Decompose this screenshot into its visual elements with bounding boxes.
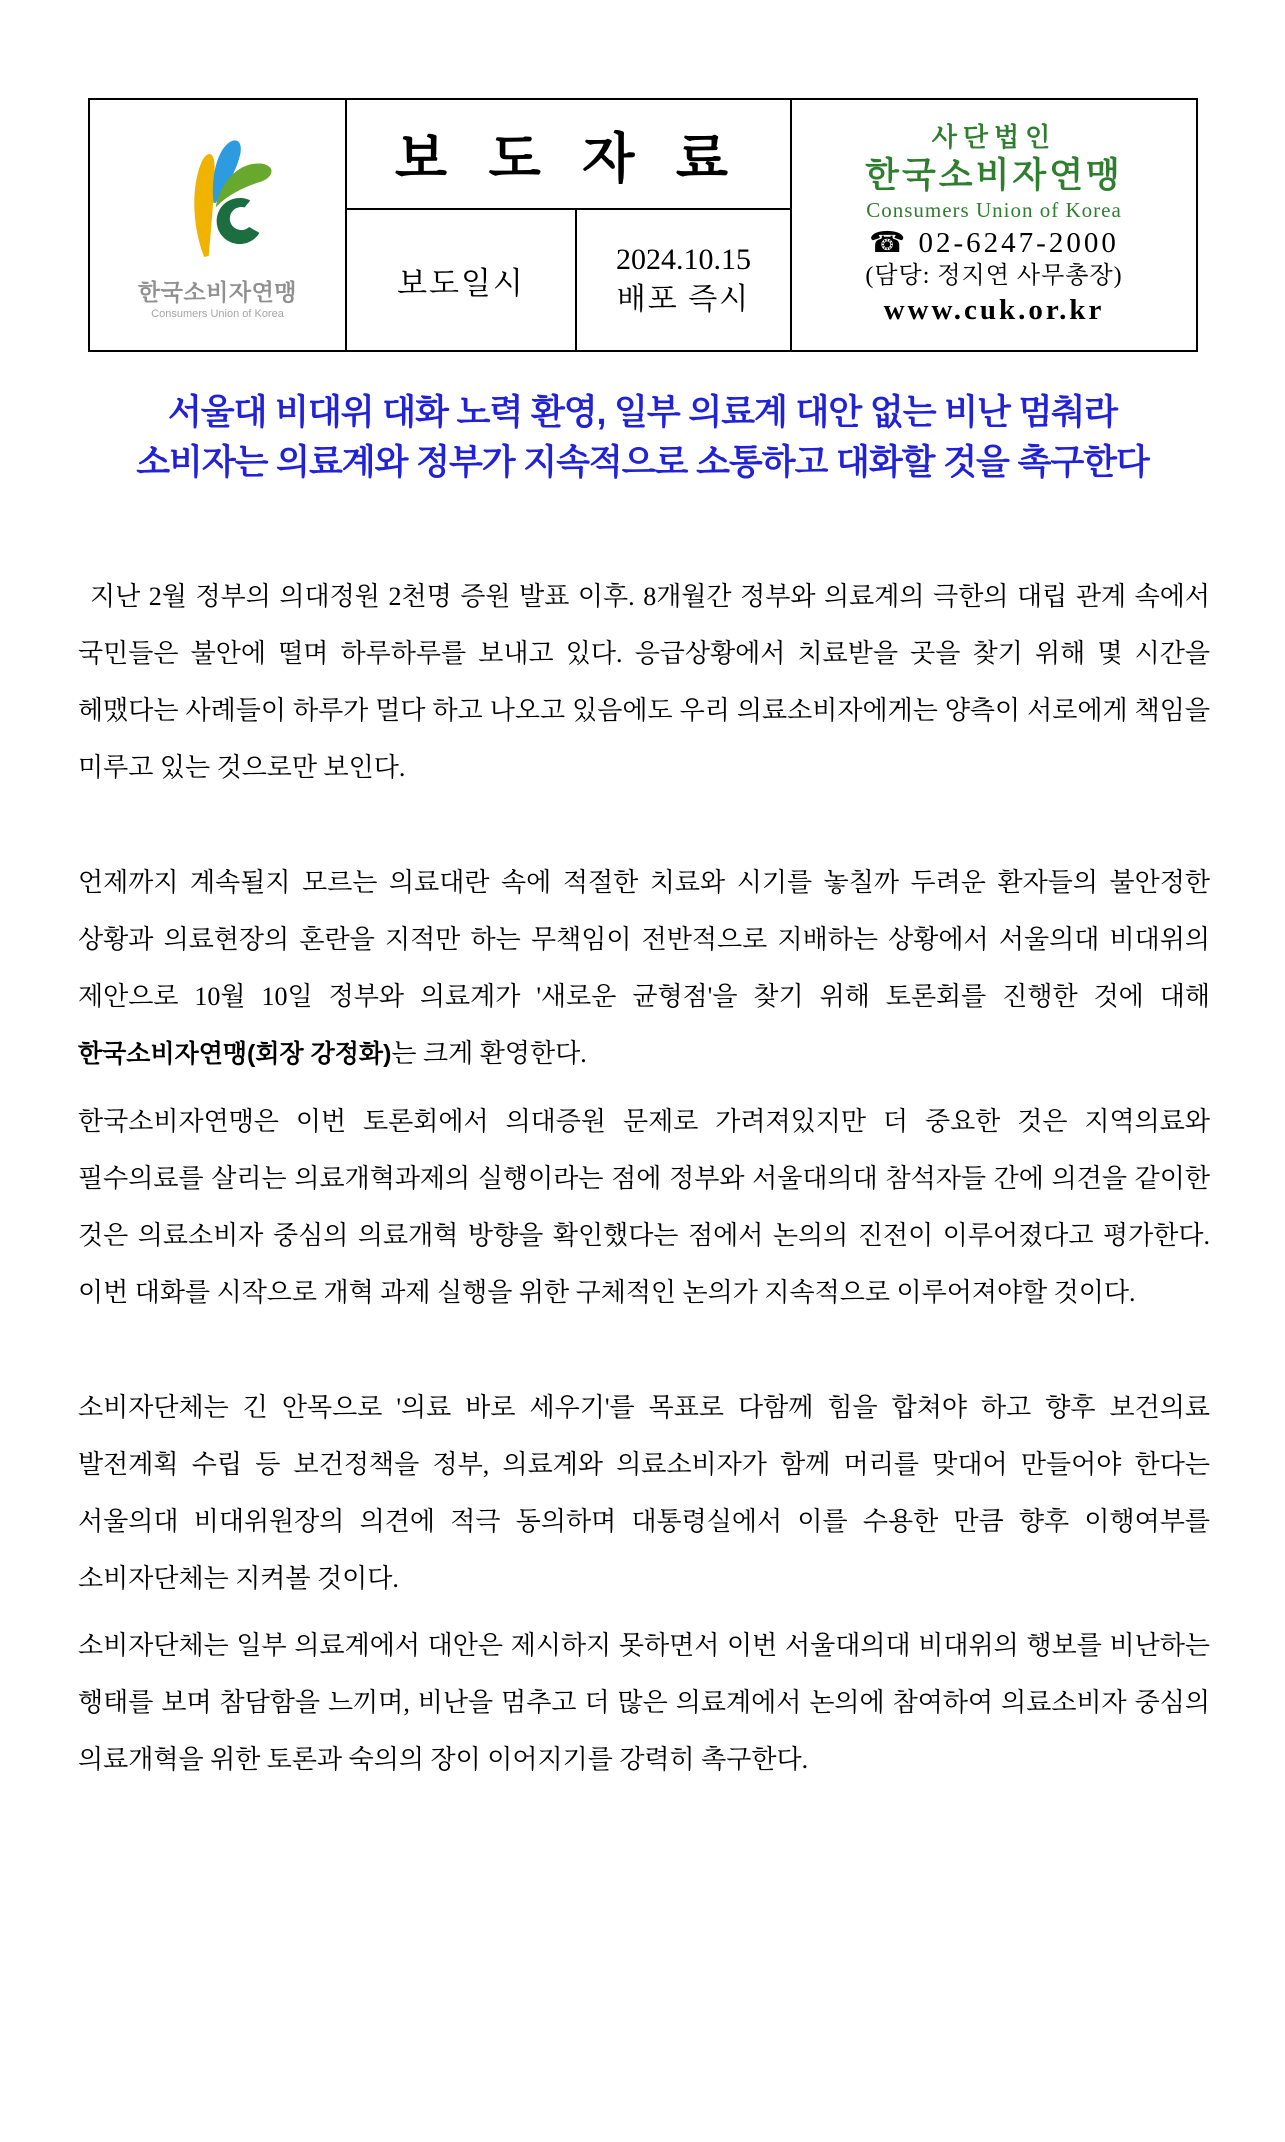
logo-org-english: Consumers Union of Korea	[151, 308, 284, 320]
paragraph-1: 지난 2월 정부의 의대정원 2천명 증원 발표 이후. 8개월간 정부와 의료계의 극한의 대립 관계 속에서 국민들은 불안에 떨며 하루하루를 보내고 있다. 응급상황에서 치료받을 곳을 찾기 위해 몇 시간을 헤맸다는 사례들이 하루가 멀다 하고 나오고 있음에도 우리 의료소비자에게는 양측이 서로에게 책임을 미루고 있는 것으로만 보인다.	[78, 582, 1210, 782]
org-type: 사단법인	[931, 123, 1057, 153]
paragraph-4: 소비자단체는 긴 안목으로 '의료 바로 세우기'를 목표로 다함께 힘을 합쳐야 하고 향후 보건의료 발전계획 수립 등 보건정책을 정부, 의료계와 의료소비자가 함께 머리를 맞대어 만들어야 한다는 서울의대 비대위원장의 의견에 적극 동의하며 대통령실에서 이를 수용한 만큼 향후 이행여부를 소비자단체는 지켜볼 것이다.	[78, 1393, 1210, 1593]
paragraph-2-text: 언제까지 계속될지 모르는 의료대란 속에 적절한 치료와 시기를 놓칠까 두려운 환자들의 불안정한 상황과 의료현장의 혼란을 지적만 하는 무책임이 전반적으로 지배하는 상황에서 서울의대 비대위의 제안으로 10월 10일 정부와 의료계가 '새로운 균형점'을 찾기 위해 토론회를 진행한 것에 대해	[78, 868, 1210, 1011]
paragraph-5: 소비자단체는 일부 의료계에서 대안은 제시하지 못하면서 이번 서울대의대 비대위의 행보를 비난하는 행태를 보며 참담함을 느끼며, 비난을 멈추고 더 많은 의료계에서 논의에 참여하여 의료소비자 중심의 의료개혁을 위한 토론과 숙의의 장이 이어지기를 강력히 촉구한다.	[78, 1631, 1210, 1774]
paragraph-2-bold-org: 한국소비자연맹(회장 강정화)	[78, 1040, 392, 1068]
org-info-cell	[792, 100, 1196, 350]
logo-cell	[90, 100, 345, 350]
release-label-cell	[347, 210, 575, 350]
doc-type-cell	[347, 100, 790, 208]
paragraph-2-tail: 는 크게 환영한다.	[391, 1039, 587, 1068]
headline-line2: 소비자는 의료계와 정부가 지속적으로 소통하고 대화할 것을 촉구한다	[136, 443, 1149, 482]
org-contact-person: (담당: 정지연 사무총장)	[865, 263, 1123, 290]
release-date-cell	[577, 210, 790, 350]
release-label: 보도일시	[397, 265, 525, 301]
release-date: 2024.10.15	[616, 242, 751, 276]
release-timing: 배포 즉시	[616, 283, 751, 316]
cuk-logo-icon	[159, 136, 277, 272]
header-table	[88, 98, 1198, 352]
org-name-english: Consumers Union of Korea	[866, 198, 1122, 223]
org-name-korean: 한국소비자연맹	[865, 155, 1123, 195]
logo-org-korean: 한국소비자연맹	[137, 279, 298, 305]
org-website: www.cuk.or.kr	[883, 293, 1105, 326]
org-phone: ☎ 02-6247-2000	[869, 226, 1119, 259]
paragraph-2	[78, 854, 1210, 1083]
headline-line1: 서울대 비대위 대화 노력 환영, 일부 의료계 대안 없는 비난 멈춰라	[167, 393, 1118, 432]
body-text	[78, 568, 1210, 1788]
headline	[0, 388, 1285, 488]
doc-type-title: 보 도 자 료	[394, 128, 743, 189]
paragraph-3: 한국소비자연맹은 이번 토론회에서 의대증원 문제로 가려져있지만 더 중요한 것은 지역의료와 필수의료를 살리는 의료개혁과제의 실행이라는 점에 정부와 서울대의대 참석자들 간에 의견을 같이한 것은 의료소비자 중심의 의료개혁 방향을 확인했다는 점에서 논의의 진전이 이루어졌다고 평가한다. 이번 대화를 시작으로 개혁 과제 실행을 위한 구체적인 논의가 지속적으로 이루어져야할 것이다.	[78, 1107, 1210, 1307]
